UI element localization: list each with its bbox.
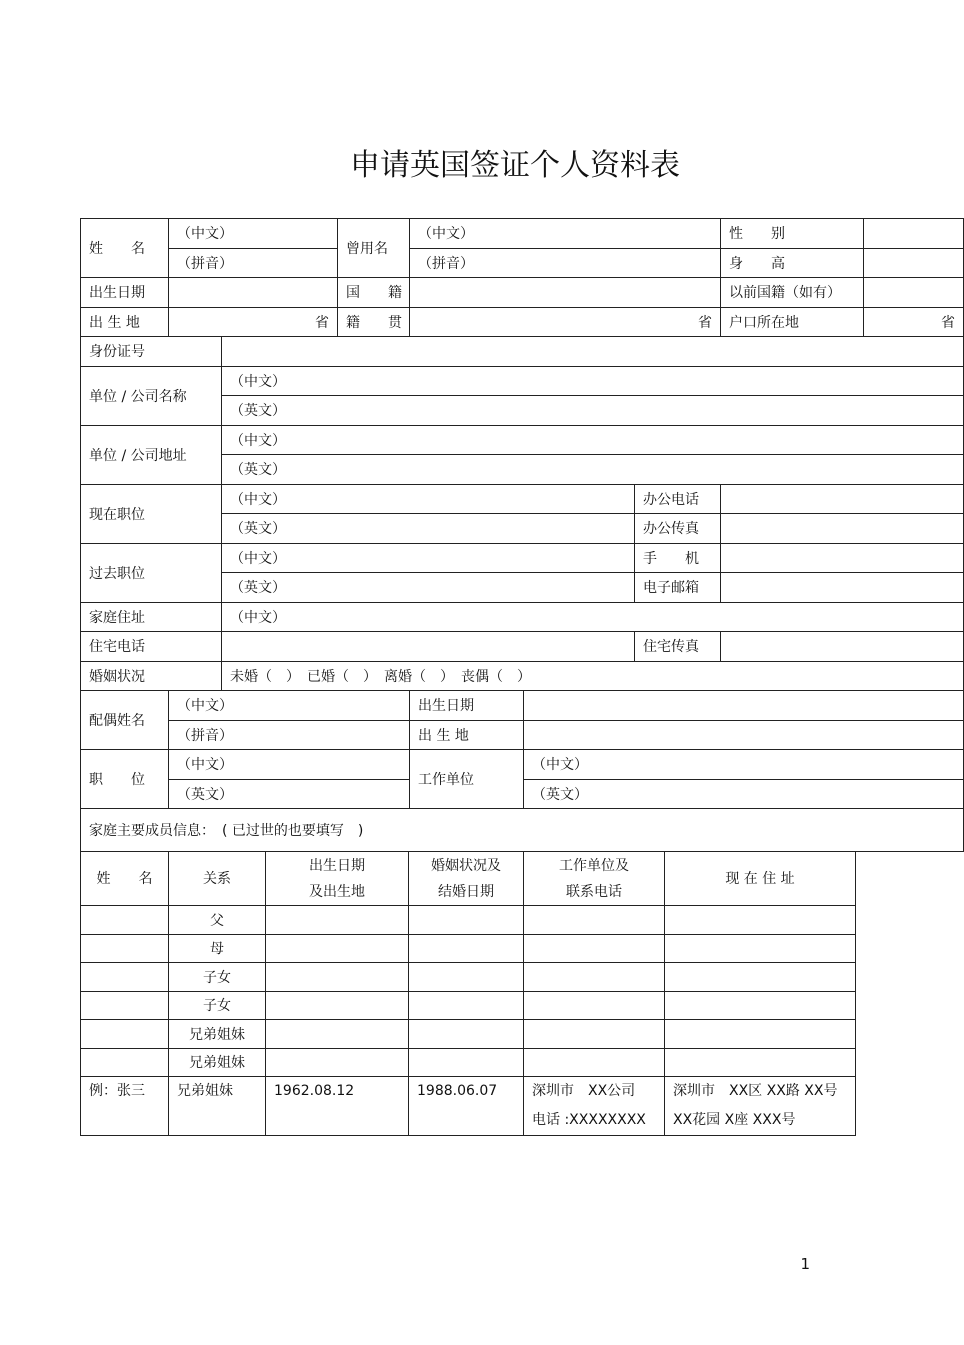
member-address-cell[interactable]	[665, 991, 856, 1020]
home-phone-label: 住宅电话	[81, 632, 222, 662]
member-dob-cell[interactable]	[266, 1020, 409, 1049]
member-work-cell[interactable]	[524, 963, 665, 992]
company-address-chinese-field[interactable]: （中文）	[222, 425, 964, 455]
example-relation: 兄弟姐妹	[169, 1077, 266, 1136]
member-dob-cell[interactable]	[266, 991, 409, 1020]
dob-field[interactable]	[169, 278, 338, 308]
member-work-cell[interactable]	[524, 1048, 665, 1077]
former-name-pinyin-field[interactable]: （拼音）	[410, 248, 721, 278]
member-dob-cell[interactable]	[266, 906, 409, 935]
name-label: 姓 名	[81, 219, 169, 278]
member-work-cell[interactable]	[524, 1020, 665, 1049]
name-chinese-field[interactable]: （中文）	[169, 219, 338, 249]
member-dob-cell[interactable]	[266, 963, 409, 992]
member-relation-cell: 母	[169, 934, 266, 963]
member-address-cell[interactable]	[665, 1048, 856, 1077]
current-position-chinese-field[interactable]: （中文）	[222, 484, 635, 514]
member-work-cell[interactable]	[524, 991, 665, 1020]
member-name-cell[interactable]	[81, 934, 169, 963]
table-row	[81, 991, 856, 1020]
member-relation-cell: 兄弟姐妹	[169, 1048, 266, 1077]
native-place-label: 籍 贯	[338, 307, 410, 337]
family-info-label: 家庭主要成员信息： ( 已过世的也要填写 )	[81, 809, 964, 852]
marital-status-options[interactable]: 未婚（ ） 已婚（ ） 离婚（ ） 丧偶（ ）	[222, 661, 964, 691]
spouse-dob-label: 出生日期	[410, 691, 524, 721]
mobile-field[interactable]	[721, 543, 964, 573]
member-marital-cell[interactable]	[409, 1048, 524, 1077]
member-marital-cell[interactable]	[409, 1020, 524, 1049]
table-row	[81, 963, 856, 992]
spouse-work-unit-label: 工作单位	[410, 750, 524, 809]
spouse-work-unit-chinese-field[interactable]: （中文）	[524, 750, 964, 780]
birthplace-label: 出 生 地	[81, 307, 169, 337]
family-header-row	[81, 852, 856, 906]
spouse-dob-field[interactable]	[524, 691, 964, 721]
spouse-name-label: 配偶姓名	[81, 691, 169, 750]
member-relation-cell: 兄弟姐妹	[169, 1020, 266, 1049]
company-name-english-field[interactable]: （英文）	[222, 396, 964, 426]
spouse-job-english-field[interactable]: （英文）	[169, 779, 410, 809]
mobile-label: 手 机	[635, 543, 721, 573]
home-phone-field[interactable]	[222, 632, 635, 662]
birthplace-field[interactable]: 省	[169, 307, 338, 337]
col-name-header: 姓 名	[81, 852, 169, 906]
current-position-english-field[interactable]: （英文）	[222, 514, 635, 544]
former-name-label: 曾用名	[338, 219, 410, 278]
spouse-job-chinese-field[interactable]: （中文）	[169, 750, 410, 780]
member-marital-cell[interactable]	[409, 906, 524, 935]
home-address-label: 家庭住址	[81, 602, 222, 632]
past-position-label: 过去职位	[81, 543, 222, 602]
example-married-date: 1988.06.07	[409, 1077, 524, 1136]
native-place-field[interactable]: 省	[410, 307, 721, 337]
example-row	[81, 1077, 856, 1136]
example-address: 深圳市 XX区 XX路 XX号 XX花园 X座 XXX号	[665, 1077, 856, 1136]
gender-field[interactable]	[864, 219, 964, 249]
height-field[interactable]	[864, 248, 964, 278]
spouse-job-label: 职 位	[81, 750, 169, 809]
member-dob-cell[interactable]	[266, 1048, 409, 1077]
example-work: 深圳市 XX公司 电话 :XXXXXXXX	[524, 1077, 665, 1136]
company-address-english-field[interactable]: （英文）	[222, 455, 964, 485]
spouse-birthplace-field[interactable]	[524, 720, 964, 750]
prev-nationality-label: 以前国籍（如有）	[721, 278, 864, 308]
prev-nationality-field[interactable]	[864, 278, 964, 308]
email-field[interactable]	[721, 573, 964, 603]
office-phone-field[interactable]	[721, 484, 964, 514]
spouse-birthplace-label: 出 生 地	[410, 720, 524, 750]
former-name-chinese-field[interactable]: （中文）	[410, 219, 721, 249]
hukou-label: 户口所在地	[721, 307, 864, 337]
member-name-cell[interactable]	[81, 963, 169, 992]
office-phone-label: 办公电话	[635, 484, 721, 514]
past-position-english-field[interactable]: （英文）	[222, 573, 635, 603]
current-position-label: 现在职位	[81, 484, 222, 543]
past-position-chinese-field[interactable]: （中文）	[222, 543, 635, 573]
spouse-name-pinyin-field[interactable]: （拼音）	[169, 720, 410, 750]
example-name: 例：张三	[81, 1077, 169, 1136]
spouse-name-chinese-field[interactable]: （中文）	[169, 691, 410, 721]
col-relation-header: 关系	[169, 852, 266, 906]
hukou-field[interactable]: 省	[864, 307, 964, 337]
col-marital-header: 婚姻状况及 结婚日期	[409, 852, 524, 906]
office-fax-field[interactable]	[721, 514, 964, 544]
home-fax-field[interactable]	[721, 632, 964, 662]
member-relation-cell: 子女	[169, 991, 266, 1020]
member-address-cell[interactable]	[665, 1020, 856, 1049]
table-row	[81, 1020, 856, 1049]
member-relation-cell: 父	[169, 906, 266, 935]
name-pinyin-field[interactable]: （拼音）	[169, 248, 338, 278]
member-relation-cell: 子女	[169, 963, 266, 992]
member-work-cell[interactable]	[524, 906, 665, 935]
member-name-cell[interactable]	[81, 906, 169, 935]
col-dob-header: 出生日期 及出生地	[266, 852, 409, 906]
member-address-cell[interactable]	[665, 906, 856, 935]
company-name-label: 单位 / 公司名称	[81, 366, 222, 425]
marital-status-label: 婚姻状况	[81, 661, 222, 691]
member-address-cell[interactable]	[665, 963, 856, 992]
nationality-label: 国 籍	[338, 278, 410, 308]
table-row	[81, 906, 856, 935]
company-name-chinese-field[interactable]: （中文）	[222, 366, 964, 396]
col-work-header: 工作单位及 联系电话	[524, 852, 665, 906]
member-marital-cell[interactable]	[409, 963, 524, 992]
page-number: 1	[800, 1255, 810, 1273]
member-marital-cell[interactable]	[409, 934, 524, 963]
member-work-cell[interactable]	[524, 934, 665, 963]
example-dob: 1962.08.12	[266, 1077, 409, 1136]
spouse-work-unit-english-field[interactable]: （英文）	[524, 779, 964, 809]
height-label: 身 高	[721, 248, 864, 278]
nationality-field[interactable]	[410, 278, 721, 308]
member-name-cell[interactable]	[81, 1020, 169, 1049]
family-members-table	[80, 851, 856, 1136]
home-address-field[interactable]: （中文）	[222, 602, 964, 632]
id-label: 身份证号	[81, 337, 222, 367]
page-title: 申请英国签证个人资料表	[350, 148, 680, 183]
company-address-label: 单位 / 公司地址	[81, 425, 222, 484]
office-fax-label: 办公传真	[635, 514, 721, 544]
member-marital-cell[interactable]	[409, 991, 524, 1020]
member-name-cell[interactable]	[81, 1048, 169, 1077]
gender-label: 性 别	[721, 219, 864, 249]
col-address-header: 现 在 住 址	[665, 852, 856, 906]
email-label: 电子邮箱	[635, 573, 721, 603]
table-row	[81, 1048, 856, 1077]
dob-label: 出生日期	[81, 278, 169, 308]
member-name-cell[interactable]	[81, 991, 169, 1020]
personal-info-table	[80, 218, 964, 852]
member-dob-cell[interactable]	[266, 934, 409, 963]
member-address-cell[interactable]	[665, 934, 856, 963]
home-fax-label: 住宅传真	[635, 632, 721, 662]
table-row	[81, 934, 856, 963]
id-field[interactable]	[222, 337, 964, 367]
